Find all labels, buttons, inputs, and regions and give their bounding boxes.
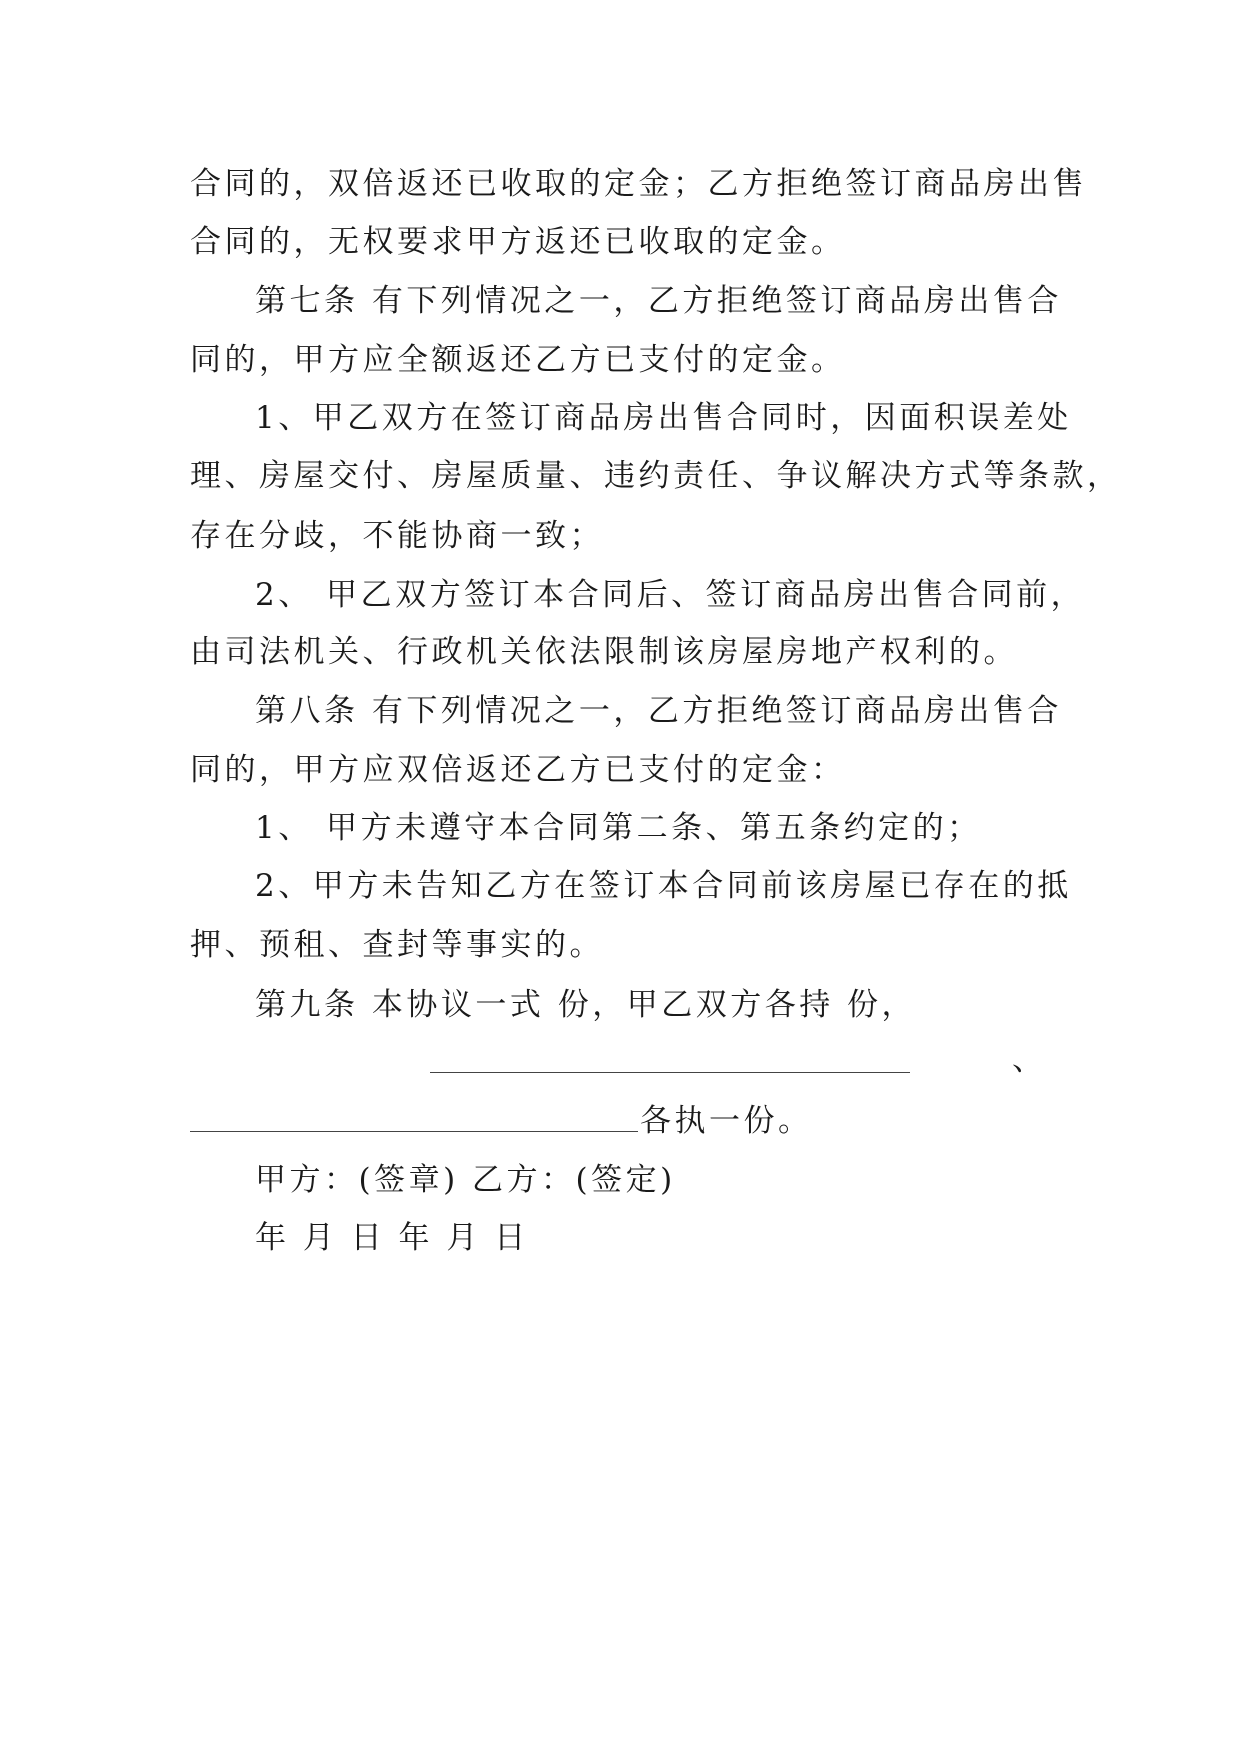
paragraph-line: 存在分歧，不能协商一致； (190, 518, 604, 554)
paragraph-line: 理、房屋交付、房屋质量、违约责任、争议解决方式等条款， (190, 458, 1122, 494)
copies-text: 各执一份。 (640, 1103, 813, 1139)
signature-line: 甲方：(签章) 乙方：(签定) (255, 1162, 676, 1198)
paragraph-line: 合同的，双倍返还已收取的定金；乙方拒绝签订商品房出售 (190, 166, 1087, 202)
paragraph-line: 同的，甲方应全额返还乙方已支付的定金。 (190, 342, 846, 378)
article-9-line: 第九条 本协议一式 份，甲乙双方各持 份， (255, 987, 917, 1023)
date-line: 年 月 日 年 月 日 (255, 1220, 529, 1256)
list-item-line: 2、甲方未告知乙方在签订本合同前该房屋已存在的抵 (255, 868, 1072, 904)
paragraph-line: 合同的，无权要求甲方返还已收取的定金。 (190, 224, 846, 260)
fill-in-blank-line (190, 1131, 638, 1132)
paragraph-line: 由司法机关、行政机关依法限制该房屋房地产权利的。 (190, 634, 1018, 670)
blank-separator: 、 (1012, 1042, 1043, 1078)
article-7-heading-line: 第七条 有下列情况之一，乙方拒绝签订商品房出售合 (255, 283, 1062, 319)
list-item-line: 1、甲乙双方在签订商品房出售合同时，因面积误差处 (255, 400, 1072, 436)
paragraph-line: 押、预租、查封等事实的。 (190, 927, 604, 963)
list-item-line: 2、 甲乙双方签订本合同后、签订商品房出售合同前， (255, 577, 1086, 613)
list-item-line: 1、 甲方未遵守本合同第二条、第五条约定的； (255, 810, 982, 846)
paragraph-line: 同的，甲方应双倍返还乙方已支付的定金： (190, 752, 846, 788)
fill-in-blank-line (430, 1072, 910, 1073)
article-8-heading-line: 第八条 有下列情况之一，乙方拒绝签订商品房出售合 (255, 693, 1062, 729)
